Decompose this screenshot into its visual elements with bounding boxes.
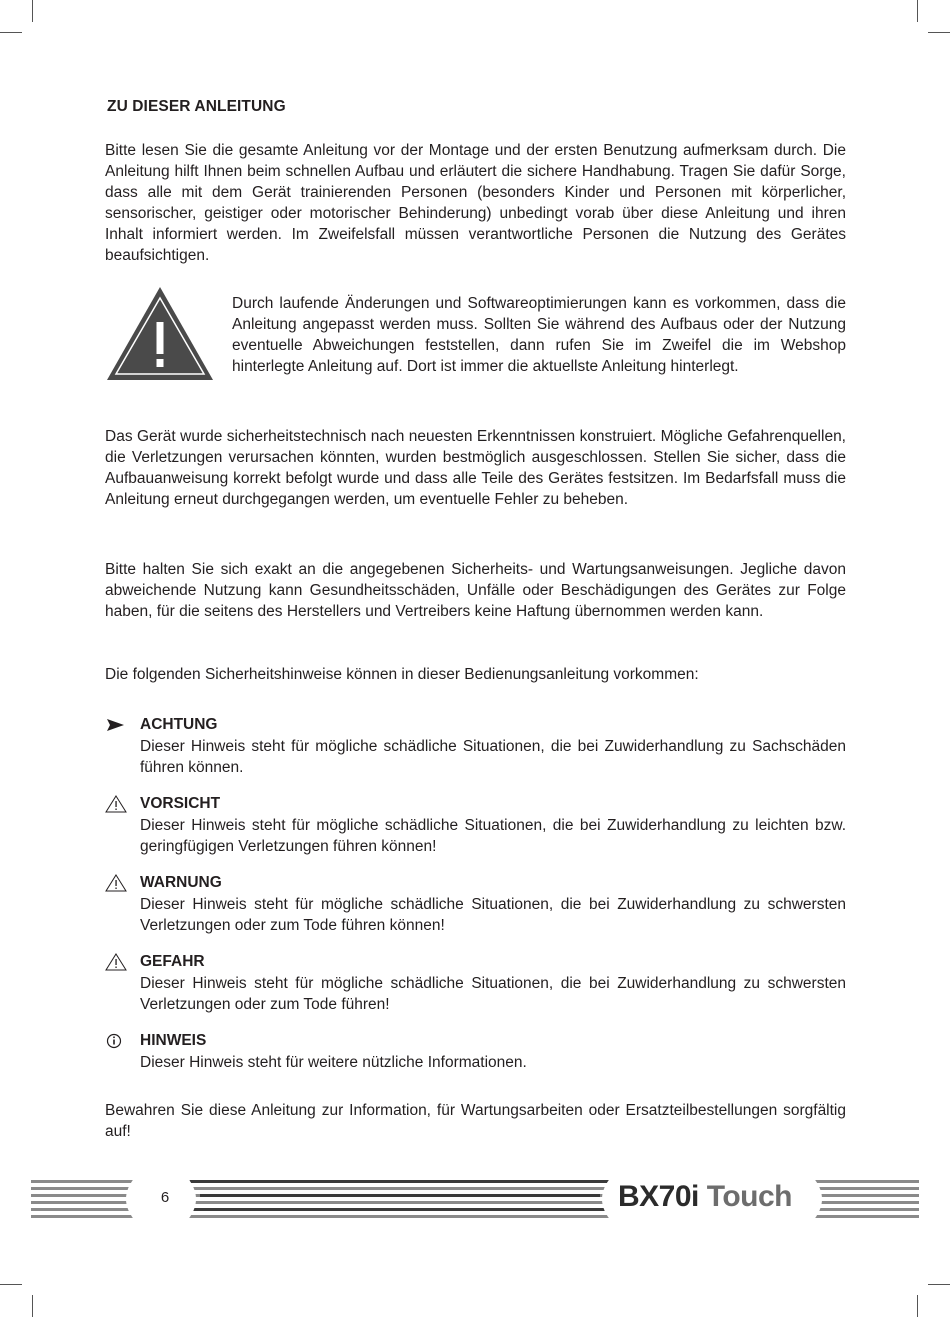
notice-title: ACHTUNG [140, 716, 218, 733]
caution-triangle-icon [105, 874, 127, 892]
brand-suffix: Touch [698, 1180, 792, 1213]
notice-text: Dieser Hinweis steht für mögliche schädliche Situationen, die bei Zuwiderhandlung zu leichten bzw. geringfügigen Verletzungen führen können! [140, 817, 846, 855]
notice-title: VORSICHT [140, 795, 221, 812]
closing-paragraph: Bewahren Sie diese Anleitung zur Information, für Wartungsarbeiten oder Ersatzteilbestellungen sorgfältig auf! [105, 1102, 846, 1140]
safety-paragraph: Das Gerät wurde sicherheitstechnisch nach neuesten Erkenntnissen konstruiert. Mögliche Gefahrenquellen, die Verletzungen verursachen könnten, wurden bestmöglich ausgeschlossen. Stellen Sie sicher, dass die Aufbauanweisung korrekt befolgt wurde und dass alle Teile des Gerätes festsitzen. Im Bedarfsfall muss die Anleitung erneut durchgegangen werden, um eventuelle Fehler zu beheben. [105, 428, 846, 508]
notice-text: Dieser Hinweis steht für mögliche schädliche Situationen, die bei Zuwiderhandlung zu schwersten Verletzungen oder zum Tode führen! [140, 975, 846, 1013]
crop-mark [917, 0, 918, 22]
intro-paragraph: Bitte lesen Sie die gesamte Anleitung vor der Montage und der ersten Benutzung aufmerksam durch. Die Anleitung hilft Ihnen beim schnellen Aufbau und erläutert die sichere Handhabung. Tragen Sie dafür Sorge, dass alle mit dem Gerät trainierenden Personen (besonders Kinder und Personen mit körperlicher, sensorischer, geistiger oder motorischer Behinderung) unbedingt vorab über diese Anleitung und ihren Inhalt informiert werden. Im Zweifelsfall müssen verantwortliche Personen die Nutzung des Gerätes beaufsichtigen. [105, 142, 846, 264]
instructions-paragraph: Bitte halten Sie sich exakt an die angegebenen Sicherheits- und Wartungsanweisungen. Jegliche davon abweichende Nutzung kann Gesundheitsschäden, Unfälle oder Beschädigungen des Gerätes zur Folge haben, für die seitens des Herstellers und Vertreibers keine Haftung übernommen werden kann. [105, 561, 846, 620]
notice-title: HINWEIS [140, 1032, 207, 1049]
notice-title: GEFAHR [140, 953, 205, 970]
crop-mark [32, 1295, 33, 1317]
caution-triangle-icon [105, 795, 127, 813]
notice-title: WARNUNG [140, 874, 222, 891]
page-number: 6 [160, 1189, 170, 1206]
crop-mark [928, 32, 950, 33]
notices-intro: Die folgenden Sicherheitshinweise können in dieser Bedienungsanleitung vorkommen: [105, 666, 699, 683]
page-heading: ZU DIESER ANLEITUNG [107, 98, 286, 115]
notice-text: Dieser Hinweis steht für mögliche schädliche Situationen, die bei Zuwiderhandlung zu schwersten Verletzungen oder zum Tode führen können! [140, 896, 846, 934]
notice-text: Dieser Hinweis steht für weitere nützliche Informationen. [140, 1054, 527, 1071]
crop-mark [0, 1284, 22, 1285]
warning-box-text: Durch laufende Änderungen und Softwareoptimierungen kann es vorkommen, dass die Anleitung angepasst werden muss. Sollten Sie während des Aufbaus oder der Nutzung eventuelle Abweichungen feststellen, dann rufen Sie im Zweifel die im Webshop hinterlegte Anleitung auf. Dort ist immer die aktuellste Anleitung hinterlegt. [232, 295, 846, 375]
brand-model: BX70i [618, 1180, 699, 1213]
crop-mark [928, 1284, 950, 1285]
notice-text: Dieser Hinweis steht für mögliche schädliche Situationen, die bei Zuwiderhandlung zu Sachschäden führen können. [140, 738, 846, 776]
crop-mark [32, 0, 33, 22]
footer-stripes [0, 1176, 950, 1224]
caution-triangle-icon [105, 953, 127, 971]
crop-mark [0, 32, 22, 33]
brand-logo [618, 1180, 792, 1214]
info-circle-icon [105, 1032, 127, 1050]
arrow-pointer-icon [105, 716, 127, 734]
page-footer [0, 1176, 950, 1224]
crop-mark [917, 1295, 918, 1317]
warning-triangle-icon [104, 284, 216, 384]
